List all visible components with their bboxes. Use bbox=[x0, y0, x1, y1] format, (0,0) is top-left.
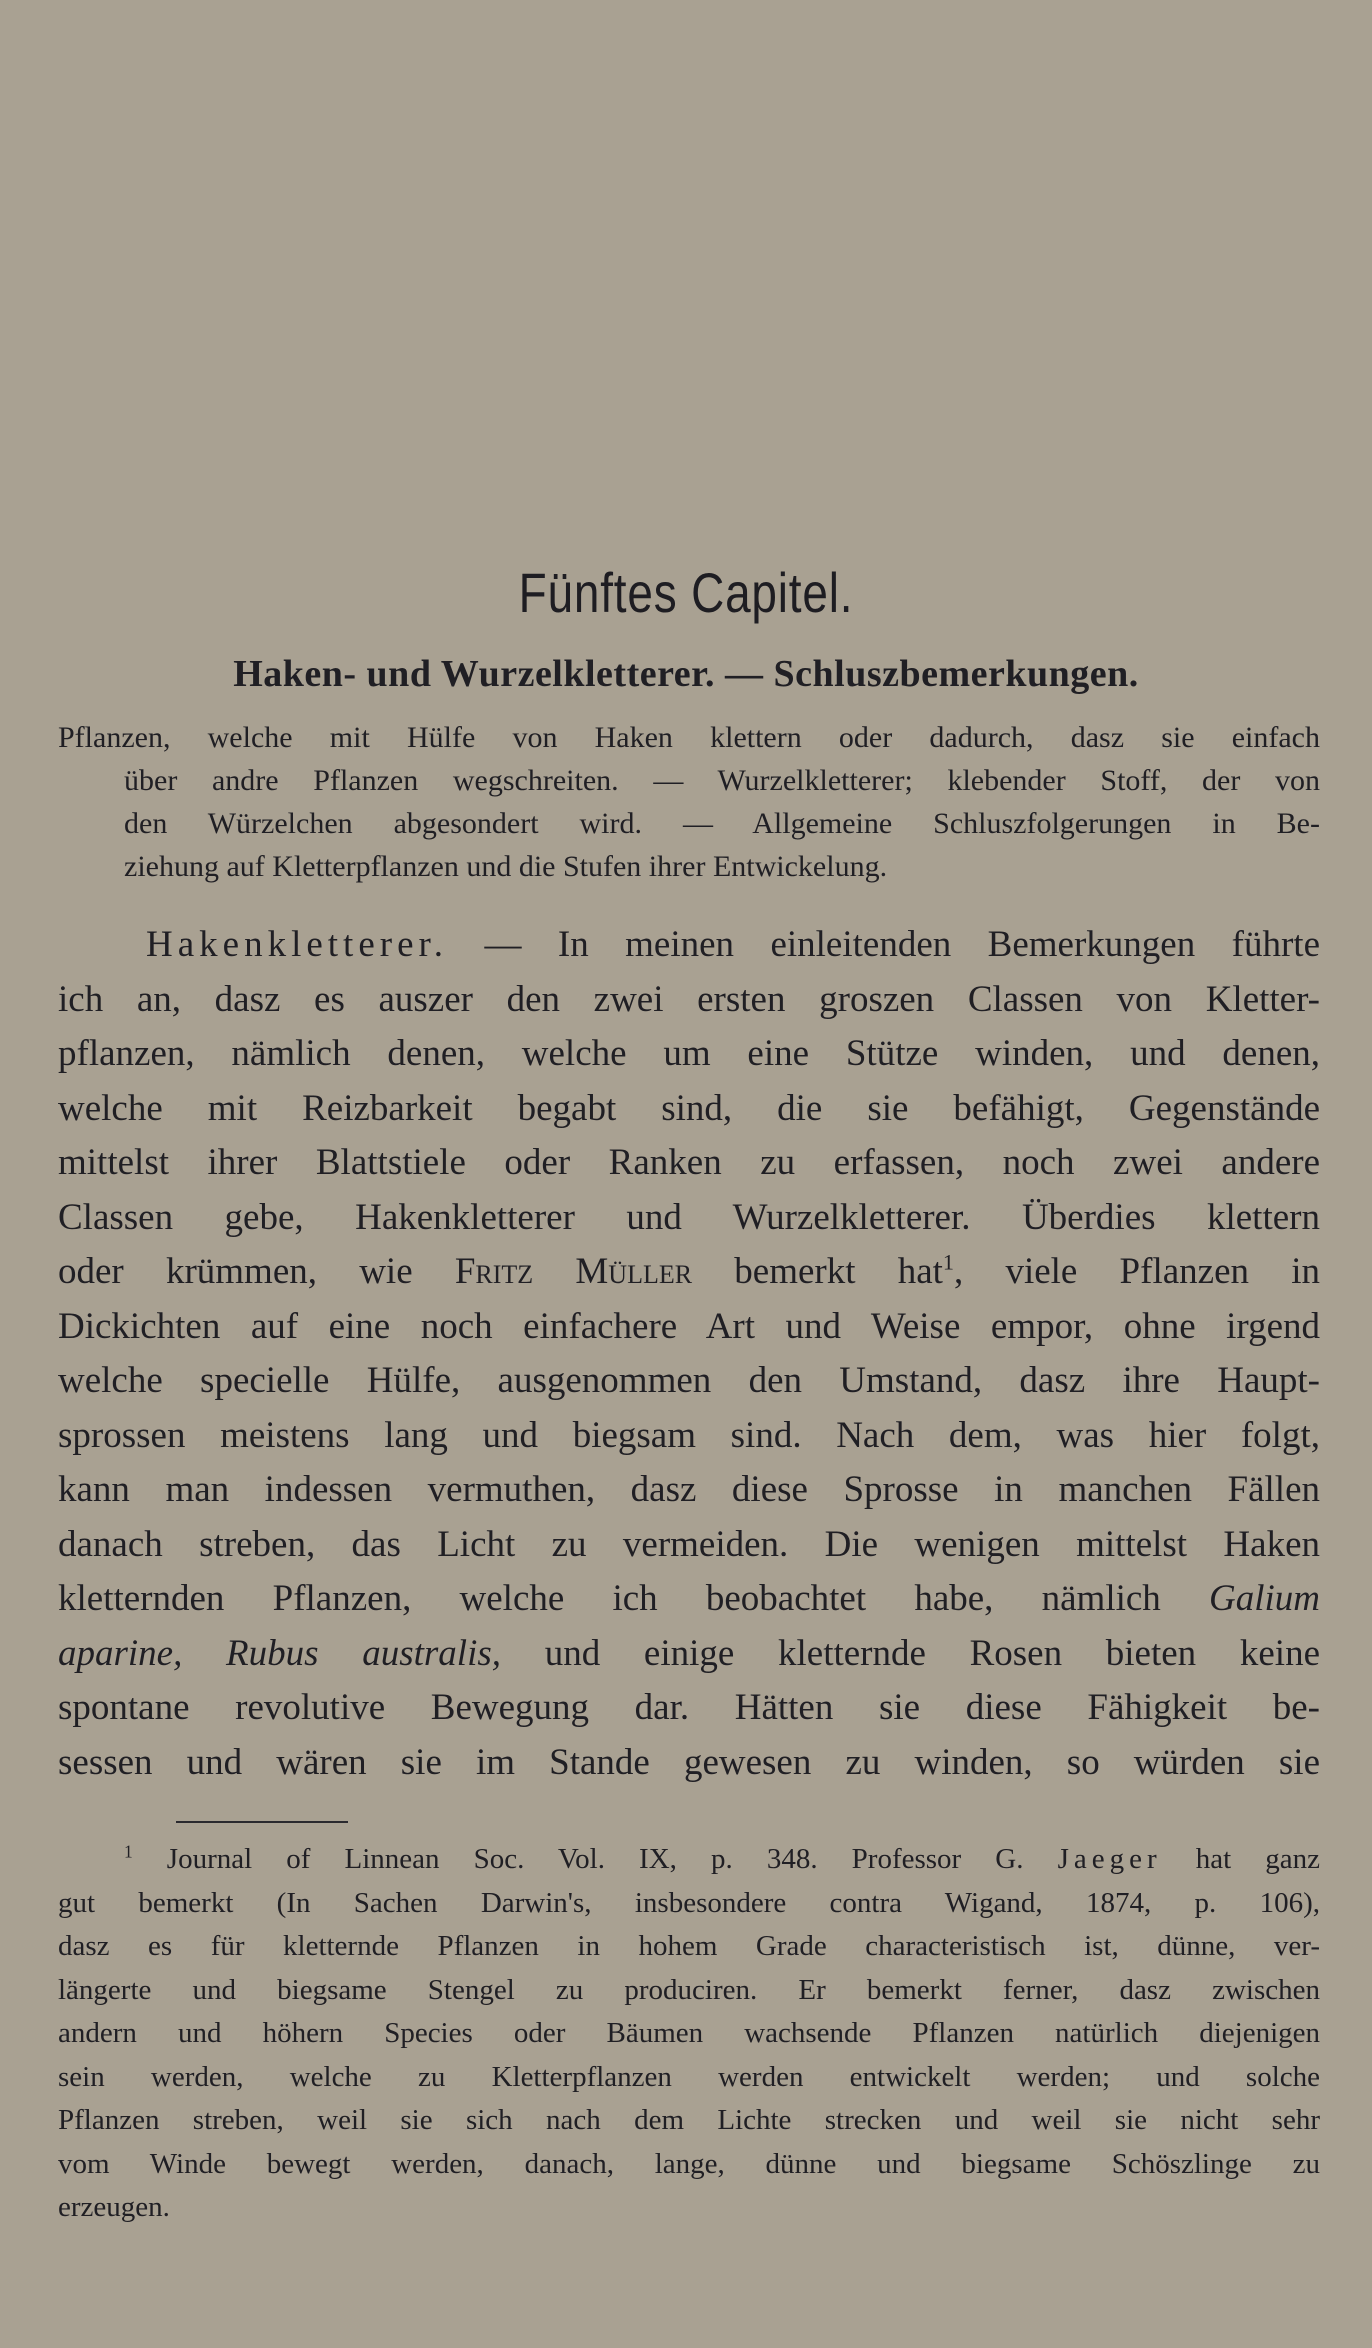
footnote bbox=[58, 1838, 1320, 2230]
body-line: kletternden Pflanzen, welche ich beobachtet habe, nämlich Galium bbox=[58, 1578, 1320, 1619]
author-name: Jaeger bbox=[1057, 1843, 1162, 1875]
chapter-title: Fünftes Capitel. bbox=[518, 561, 854, 624]
body-line: danach streben, das Licht zu vermeiden. Die wenigen mittelst Haken bbox=[58, 1523, 1320, 1565]
footnote-line: dasz es für kletternde Pflanzen in hohem Grade characteristisch ist, dünne, ver- bbox=[58, 1930, 1320, 1962]
footnote-marker: 1 bbox=[124, 1841, 133, 1862]
chapter-summary bbox=[58, 716, 1320, 888]
footnote-line: Pflanzen streben, weil sie sich nach dem Lichte strecken und weil sie nicht sehr bbox=[58, 2104, 1320, 2136]
footnote-line: gut bemerkt (In Sachen Darwin's, insbesondere contra Wigand, 1874, p. 106), bbox=[58, 1886, 1320, 1919]
footnote-line: andern und höhern Species oder Bäumen wachsende Pflanzen natürlich diejenigen bbox=[58, 2017, 1320, 2049]
body-line: ich an, dasz es auszer den zwei ersten groszen Classen von Kletter- bbox=[58, 978, 1320, 1020]
footnote-reference: 1 bbox=[942, 1249, 954, 1275]
chapter-subtitle: Haken- und Wurzelkletterer. — Schluszbemerkungen. bbox=[233, 653, 1139, 695]
body-line: aparine, Rubus australis, und einige kletternde Rosen bieten keine bbox=[58, 1632, 1320, 1674]
body-line: Hakenkletterer. — In meinen einleitenden Bemerkungen führte bbox=[146, 924, 1320, 965]
summary-line: über andre Pflanzen wegschreiten. — Wurzelkletterer; klebender Stoff, der von bbox=[124, 764, 1320, 797]
footnote-line: $^1$ Journal of Linnean Soc. Vol. IX, p. 348. Professor G. Jaeger hat ganz bbox=[124, 1841, 1320, 1875]
body-line: oder krümmen, wie Fritz Müller bemerkt hat$^1$, viele Pflanzen in bbox=[58, 1249, 1320, 1292]
summary-line: Pflanzen, welche mit Hülfe von Haken klettern oder dadurch, dasz sie einfach bbox=[58, 721, 1320, 754]
species-name: Rubus australis, bbox=[226, 1632, 502, 1674]
footnote-divider bbox=[176, 1821, 348, 1823]
body-line: sprossen meistens lang und biegsam sind. Nach dem, was hier folgt, bbox=[58, 1414, 1320, 1456]
body-line: welche specielle Hülfe, ausgenommen den Umstand, dasz ihre Haupt- bbox=[58, 1360, 1320, 1401]
species-name: aparine, bbox=[58, 1632, 183, 1674]
footnote-line: vom Winde bewegt werden, danach, lange, dünne und biegsame Schöszlinge zu bbox=[58, 2147, 1320, 2180]
body-line: welche mit Reizbarkeit begabt sind, die sie befähigt, Gegenstände bbox=[58, 1087, 1320, 1129]
summary-line: den Würzelchen abgesondert wird. — Allgemeine Schluszfolgerungen in Be- bbox=[124, 807, 1320, 840]
body-paragraph bbox=[58, 918, 1320, 1790]
summary-line: ziehung auf Kletterpflanzen und die Stufen ihrer Entwickelung. bbox=[124, 850, 888, 883]
body-line: mittelst ihrer Blattstiele oder Ranken zu erfassen, noch zwei andere bbox=[58, 1142, 1320, 1183]
footnote-line: sein werden, welche zu Kletterpflanzen werden entwickelt werden; und solche bbox=[58, 2060, 1320, 2093]
species-name: Galium bbox=[1209, 1578, 1320, 1619]
body-line: sessen und wären sie im Stande gewesen zu winden, so würden sie bbox=[58, 1741, 1320, 1783]
body-line: Dickichten auf eine noch einfachere Art und Weise empor, ohne irgend bbox=[58, 1305, 1320, 1347]
body-line: kann man indessen vermuthen, dasz diese Sprosse in manchen Fällen bbox=[58, 1469, 1320, 1510]
footnote-line: längerte und biegsame Stengel zu produciren. Er bemerkt ferner, dasz zwischen bbox=[58, 1973, 1320, 2006]
body-line: Classen gebe, Hakenkletterer und Wurzelkletterer. Überdies klettern bbox=[58, 1196, 1320, 1238]
body-line: pflanzen, nämlich denen, welche um eine Stütze winden, und denen, bbox=[58, 1033, 1320, 1074]
footnote-line: erzeugen. bbox=[58, 2191, 170, 2223]
author-name: Fritz Müller bbox=[454, 1251, 693, 1292]
lead-term: Hakenkletterer. bbox=[146, 924, 449, 965]
body-line: spontane revolutive Bewegung dar. Hätten sie diese Fähigkeit be- bbox=[58, 1687, 1320, 1728]
